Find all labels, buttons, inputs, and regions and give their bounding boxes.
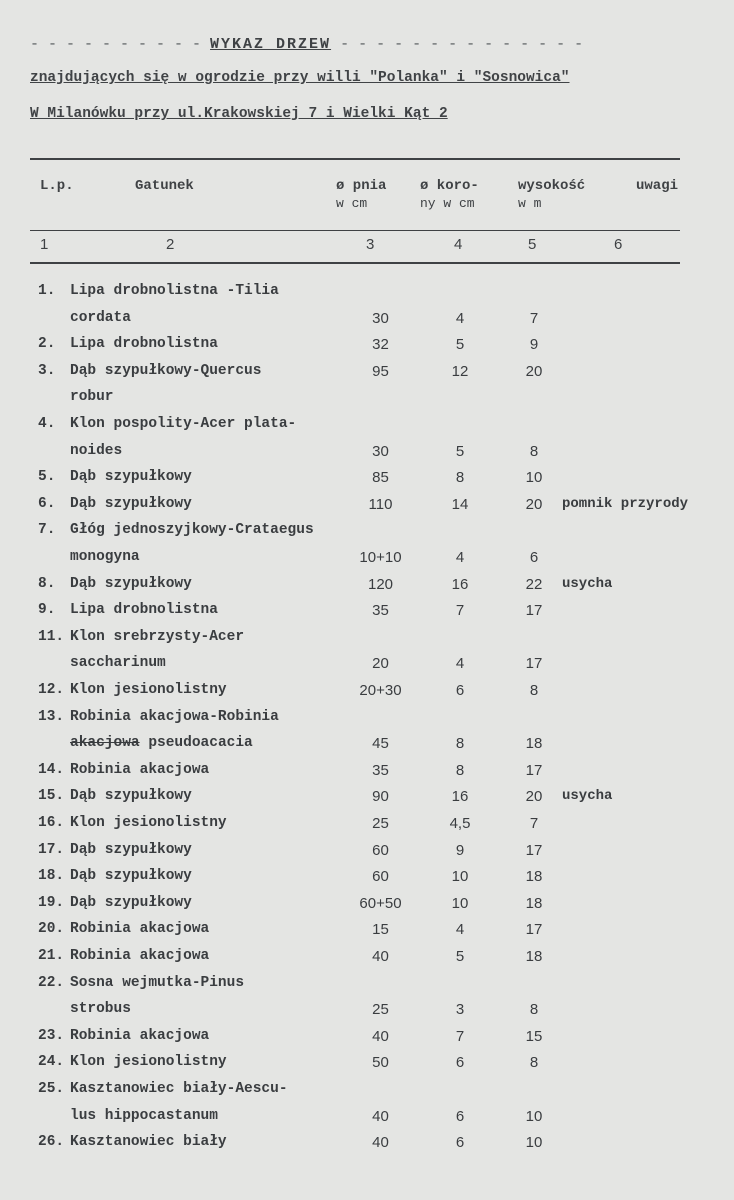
table-row (0, 975, 734, 1001)
trunk-diameter: 40 (372, 1027, 389, 1045)
trunk-diameter: 25 (372, 1001, 389, 1019)
crown-diameter: 8 (455, 469, 465, 487)
tree-height: 17 (525, 761, 543, 779)
row-number: 17. (38, 841, 65, 858)
table-row (0, 1054, 734, 1080)
species-name: Klon jesionolistny (70, 682, 227, 698)
crown-diameter: 6 (455, 1054, 465, 1072)
species-name: Dąb szypułkowy-Quercus (70, 362, 262, 379)
table-row (0, 1081, 734, 1107)
row-number: 26. (38, 1134, 65, 1151)
species-name: Klon srebrzysty-Acer (70, 628, 245, 645)
row-number: 5. (38, 469, 56, 486)
species-name (70, 735, 253, 751)
table-row (0, 443, 734, 469)
crown-diameter: 8 (455, 761, 465, 779)
row-number: 15. (38, 788, 65, 805)
row-number: 18. (38, 868, 65, 885)
crown-diameter: 16 (451, 575, 469, 593)
crown-diameter: 6 (455, 1134, 465, 1152)
tree-height: 7 (529, 815, 539, 832)
tree-height: 17 (525, 655, 543, 673)
species-name: Klon jesionolistny (70, 815, 227, 831)
crown-diameter: 7 (455, 1027, 465, 1045)
tree-height: 8 (529, 1054, 539, 1072)
header-remarks: uwagi (636, 178, 679, 194)
subtitle-address: W Milanówku przy ul.Krakowskiej 7 i Wielki Kąt 2 (30, 106, 448, 122)
table-row (0, 1028, 734, 1054)
table-row (0, 416, 734, 442)
tree-height: 20 (525, 495, 543, 513)
row-number: 4. (38, 416, 56, 432)
species-name: lus hippocastanum (70, 1107, 218, 1124)
table-row (0, 682, 734, 708)
row-number: 23. (38, 1027, 65, 1044)
struck-text: akacjowa (70, 735, 140, 752)
column-number-rule (30, 262, 680, 264)
tree-height: 20 (525, 788, 543, 806)
table-row (0, 549, 734, 575)
species-name-text: pseudoacacia (148, 735, 253, 752)
table-row (0, 602, 734, 628)
table-row (0, 576, 734, 602)
trunk-diameter: 10+10 (359, 549, 402, 566)
trunk-diameter: 60 (372, 841, 389, 859)
species-name: Dąb szypułkowy (70, 575, 192, 592)
row-number: 7. (38, 522, 56, 539)
species-name: Dąb szypułkowy (70, 894, 192, 911)
tree-height: 10 (525, 1134, 543, 1152)
trunk-diameter: 35 (372, 602, 389, 620)
document-title: WYKAZ DRZEW (210, 36, 332, 53)
remark: usycha (562, 575, 613, 592)
tree-height: 8 (529, 682, 539, 699)
trunk-diameter: 60+50 (359, 894, 402, 912)
crown-diameter: 5 (455, 336, 465, 354)
row-number: 9. (38, 602, 56, 619)
crown-diameter: 4 (455, 549, 465, 566)
species-name: Lipa drobnolistna -Tilia (70, 283, 279, 299)
crown-diameter: 10 (451, 868, 469, 886)
trunk-diameter: 110 (368, 495, 393, 513)
top-rule (30, 158, 680, 160)
remark: usycha (562, 788, 613, 805)
table-row (0, 469, 734, 495)
table-row (0, 735, 734, 761)
crown-diameter: 6 (455, 1107, 465, 1125)
trunk-diameter: 120 (367, 575, 394, 593)
trunk-diameter: 90 (372, 788, 389, 806)
row-number: 16. (38, 815, 65, 831)
tree-height: 10 (525, 1107, 543, 1125)
header-rule (30, 230, 680, 231)
trunk-diameter: 45 (372, 735, 389, 753)
crown-diameter: 4 (455, 921, 465, 939)
trunk-diameter: 15 (372, 921, 389, 939)
table-row (0, 895, 734, 921)
subtitle-location: znajdujących się w ogrodzie przy willi "Polanka" i "Sosnowica" (30, 70, 570, 86)
row-number: 13. (38, 708, 65, 725)
tree-height: 9 (529, 336, 539, 354)
column-number: 4 (454, 236, 463, 253)
column-number: 6 (614, 236, 623, 253)
species-name: Robinia akacjowa (70, 761, 210, 778)
species-name: Lipa drobnolistna (70, 602, 218, 619)
crown-diameter: 5 (455, 442, 465, 460)
row-number: 20. (38, 921, 65, 938)
crown-diameter: 10 (451, 894, 469, 912)
header-height: wysokość w m (518, 178, 586, 211)
crown-diameter: 12 (451, 362, 469, 380)
tree-height: 7 (529, 309, 539, 327)
table-row (0, 921, 734, 947)
column-number: 2 (166, 236, 175, 253)
trunk-diameter: 85 (372, 469, 389, 487)
tree-height: 8 (529, 1001, 539, 1019)
species-name: Dąb szypułkowy (70, 841, 192, 858)
table-row (0, 868, 734, 894)
species-name: Robinia akacjowa (70, 948, 210, 964)
trunk-diameter: 95 (372, 362, 389, 380)
crown-diameter: 3 (455, 1001, 465, 1019)
header-crown: ø koro- ny w cm (420, 178, 479, 211)
tree-height: 6 (529, 549, 539, 566)
tree-height: 20 (525, 362, 543, 380)
species-name: Dąb szypułkowy (70, 495, 192, 512)
species-name: Robinia akacjowa (70, 921, 210, 938)
header-species: Gatunek (135, 178, 194, 194)
trunk-diameter: 32 (372, 336, 389, 354)
trunk-diameter: 25 (372, 815, 389, 832)
column-number: 1 (40, 236, 49, 253)
species-name: Głóg jednoszyjkowy-Crataegus (70, 522, 314, 539)
row-number: 8. (38, 575, 56, 592)
column-number: 3 (366, 236, 375, 253)
table-row (0, 1134, 734, 1160)
tree-height: 17 (525, 921, 543, 939)
tree-height: 17 (525, 602, 543, 620)
table-row (0, 389, 734, 415)
table-row (0, 310, 734, 336)
table-row (0, 709, 734, 735)
crown-diameter: 14 (451, 495, 469, 513)
table-row (0, 1108, 734, 1134)
tree-height: 17 (525, 841, 543, 859)
crown-diameter: 9 (455, 841, 465, 859)
tree-height: 8 (529, 442, 539, 460)
species-name: Klon jesionolistny (70, 1054, 227, 1071)
trunk-diameter: 20+30 (359, 682, 402, 699)
crown-diameter: 8 (455, 735, 465, 753)
row-number: 24. (38, 1054, 65, 1071)
table-row (0, 496, 734, 522)
row-number: 12. (38, 682, 65, 698)
table-row (0, 815, 734, 841)
species-name: Lipa drobnolistna (70, 336, 218, 353)
row-number: 11. (38, 628, 65, 645)
table-row (0, 762, 734, 788)
table-row (0, 283, 734, 309)
table-row (0, 363, 734, 389)
remark: pomnik przyrody (562, 495, 689, 512)
trunk-diameter: 40 (372, 1107, 389, 1125)
species-name: Dąb szypułkowy (70, 868, 192, 885)
trunk-diameter: 40 (372, 948, 389, 965)
row-number: 2. (38, 336, 56, 353)
table-row (0, 1001, 734, 1027)
table-row (0, 629, 734, 655)
species-name: Dąb szypułkowy (70, 469, 192, 486)
tree-height: 18 (525, 868, 543, 886)
crown-diameter: 4,5 (449, 815, 471, 832)
crown-diameter: 16 (451, 788, 469, 806)
species-name: Kasztanowiec biały-Aescu- (70, 1081, 288, 1097)
tree-height: 15 (525, 1027, 543, 1045)
trunk-diameter: 30 (372, 309, 389, 327)
species-name: Dąb szypułkowy (70, 788, 192, 805)
crown-diameter: 6 (455, 682, 465, 699)
species-name: Sosna wejmutka-Pinus (70, 974, 245, 991)
row-number: 25. (38, 1081, 65, 1097)
species-name: strobus (70, 1001, 131, 1018)
row-number: 22. (38, 974, 65, 991)
species-name: monogyna (70, 549, 140, 565)
row-number: 14. (38, 761, 65, 778)
table-row (0, 948, 734, 974)
tree-height: 18 (525, 894, 543, 912)
row-number: 1. (38, 283, 56, 299)
row-number: 19. (38, 894, 65, 911)
tree-height: 10 (525, 469, 543, 487)
table-row (0, 336, 734, 362)
crown-diameter: 7 (455, 602, 465, 620)
tree-height: 18 (525, 735, 543, 753)
species-name: Kasztanowiec biały (70, 1134, 227, 1151)
crown-diameter: 4 (455, 655, 465, 673)
trunk-diameter: 40 (372, 1134, 389, 1152)
trunk-diameter: 50 (372, 1054, 389, 1072)
trunk-diameter: 35 (372, 761, 389, 779)
table-row (0, 842, 734, 868)
species-name: saccharinum (70, 655, 166, 672)
row-number: 6. (38, 495, 56, 512)
tree-height: 18 (525, 948, 543, 965)
trunk-diameter: 20 (372, 655, 389, 673)
header-lp: L.p. (40, 178, 74, 194)
column-number: 5 (528, 236, 537, 253)
title-line: - - - - - - - - - - WYKAZ DRZEW - - - - - - - - - - - - - - (30, 36, 584, 53)
species-name: noides (70, 442, 123, 459)
row-number: 3. (38, 362, 56, 379)
trunk-diameter: 30 (372, 442, 389, 460)
crown-diameter: 5 (455, 948, 465, 965)
species-name: Robinia akacjowa-Robinia (70, 708, 279, 725)
header-trunk: ø pnia w cm (336, 178, 387, 211)
trunk-diameter: 60 (372, 868, 389, 886)
species-name: robur (70, 389, 114, 406)
table-row (0, 522, 734, 548)
species-name: cordata (70, 309, 131, 326)
row-number: 21. (38, 948, 65, 964)
species-name: Klon pospolity-Acer plata- (70, 416, 297, 432)
species-name: Robinia akacjowa (70, 1027, 210, 1044)
table-row (0, 655, 734, 681)
table-row (0, 788, 734, 814)
crown-diameter: 4 (455, 309, 465, 327)
tree-height: 22 (525, 575, 543, 593)
